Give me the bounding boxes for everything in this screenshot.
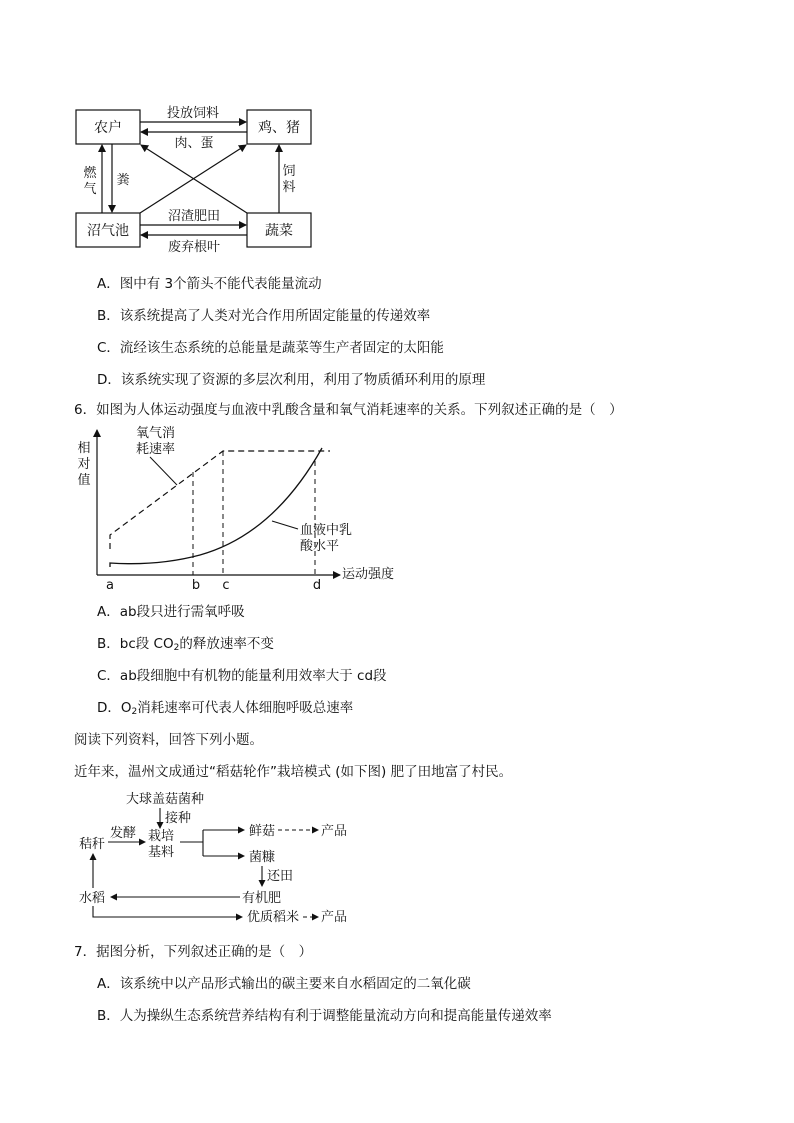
edge-feed-put-label: 投放饲料 — [166, 106, 220, 121]
q7-option-a: A．该系统中以产品形式输出的碳主要来自水稻固定的二氧化碳 — [97, 976, 471, 992]
bran-label: 菌糠 — [249, 850, 276, 865]
rice-mushroom-rotation-diagram — [0, 780, 794, 930]
product-label-1: 产品 — [321, 824, 348, 839]
substrate-label-1: 栽培 — [148, 829, 175, 844]
tick-c: c — [222, 578, 230, 593]
x-label: 运动强度 — [342, 567, 395, 582]
edge-feed-label-1: 饲 — [282, 164, 296, 179]
lactic-label-2: 酸水平 — [300, 539, 340, 554]
y-label-2: 对 — [77, 457, 91, 472]
ferment-label: 发酵 — [110, 826, 137, 841]
box-chicken-pig-label: 鸡、猪 — [258, 120, 300, 136]
q6-stem: 6．如图为人体运动强度与血液中乳酸含量和氧气消耗速率的关系。下列叙述正确的是（ ） — [74, 402, 623, 418]
box-biogas-label: 沼气池 — [87, 223, 129, 239]
y-label-1: 相 — [77, 441, 91, 456]
edge-waste-label: 废弃根叶 — [167, 240, 221, 255]
q5-option-c: C．流经该生态系统的总能量是蔬菜等生产者固定的太阳能 — [97, 340, 444, 356]
edge-gas-label-1: 燃 — [83, 166, 97, 181]
q6-option-b-sub: 2 — [173, 643, 180, 653]
organic-fertilizer-label: 有机肥 — [242, 891, 282, 906]
edge-residue-label: 沼渣肥田 — [167, 209, 221, 224]
tick-b: b — [191, 578, 201, 593]
q5-option-a: A．图中有 3个箭头不能代表能量流动 — [97, 276, 322, 292]
edge-feed-label-2: 料 — [282, 180, 296, 195]
rice-label: 水稻 — [79, 891, 106, 906]
q5-option-d: D．该系统实现了资源的多层次利用，利用了物质循环利用的原理 — [97, 372, 486, 388]
q6-option-d — [97, 696, 353, 717]
return-field-label: 还田 — [267, 869, 294, 884]
substrate-label-2: 基料 — [148, 845, 175, 860]
q6-option-b — [97, 632, 274, 653]
tick-d: d — [312, 578, 322, 593]
q7-option-b: B．人为操纵生态系统营养结构有利于调整能量流动方向和提高能量传递效率 — [97, 1008, 552, 1024]
q6-option-c: C．ab段细胞中有机物的能量利用效率大于 cd段 — [97, 668, 387, 684]
spawn-label: 大球盖菇菌种 — [126, 792, 205, 807]
reading-intro: 阅读下列资料，回答下列小题。 — [74, 732, 263, 748]
q6-option-b-pre: B．bc段 CO — [97, 636, 174, 652]
lactic-acid-curve — [110, 448, 322, 567]
exercise-graph — [0, 415, 794, 595]
q6-option-d-pre: D．O — [97, 700, 132, 716]
o2-label-1: 氧气消 — [136, 426, 176, 441]
o2-consumption-curve — [110, 451, 330, 549]
q6-option-d-post: 消耗速率可代表人体细胞呼吸总速率 — [137, 700, 354, 716]
lactic-label-1: 血液中乳 — [300, 523, 353, 538]
o2-label-2: 耗速率 — [136, 442, 176, 457]
ecosystem-diagram — [0, 0, 794, 270]
o2-pointer — [150, 457, 177, 485]
q7-stem: 7．据图分析，下列叙述正确的是（ ） — [74, 944, 313, 960]
lactic-pointer — [272, 521, 298, 529]
box-farmer-label: 农户 — [94, 120, 122, 136]
quality-rice-label: 优质稻米 — [247, 910, 300, 925]
q6-option-d-sub: 2 — [131, 707, 138, 717]
box-vegetable-label: 蔬菜 — [265, 223, 293, 239]
straw-label: 秸秆 — [79, 837, 106, 852]
product-label-2: 产品 — [321, 910, 348, 925]
y-label-3: 值 — [77, 473, 91, 488]
reading-passage: 近年来，温州文成通过“稻菇轮作”栽培模式 (如下图) 肥了田地富了村民。 — [74, 764, 513, 780]
q6-option-b-post: 的释放速率不变 — [179, 636, 274, 652]
edge-meat-egg-label: 肉、蛋 — [174, 136, 214, 151]
fresh-mushroom-label: 鲜菇 — [249, 824, 276, 839]
arrow-rice-to-quality — [93, 906, 242, 917]
edge-dung-label: 粪 — [116, 173, 130, 188]
edge-gas-label-2: 气 — [83, 182, 97, 197]
inoculate-label: 接种 — [165, 811, 192, 826]
q6-option-a: A．ab段只进行需氧呼吸 — [97, 604, 245, 620]
tick-a: a — [106, 578, 114, 593]
q5-option-b: B．该系统提高了人类对光合作用所固定能量的传递效率 — [97, 308, 431, 324]
